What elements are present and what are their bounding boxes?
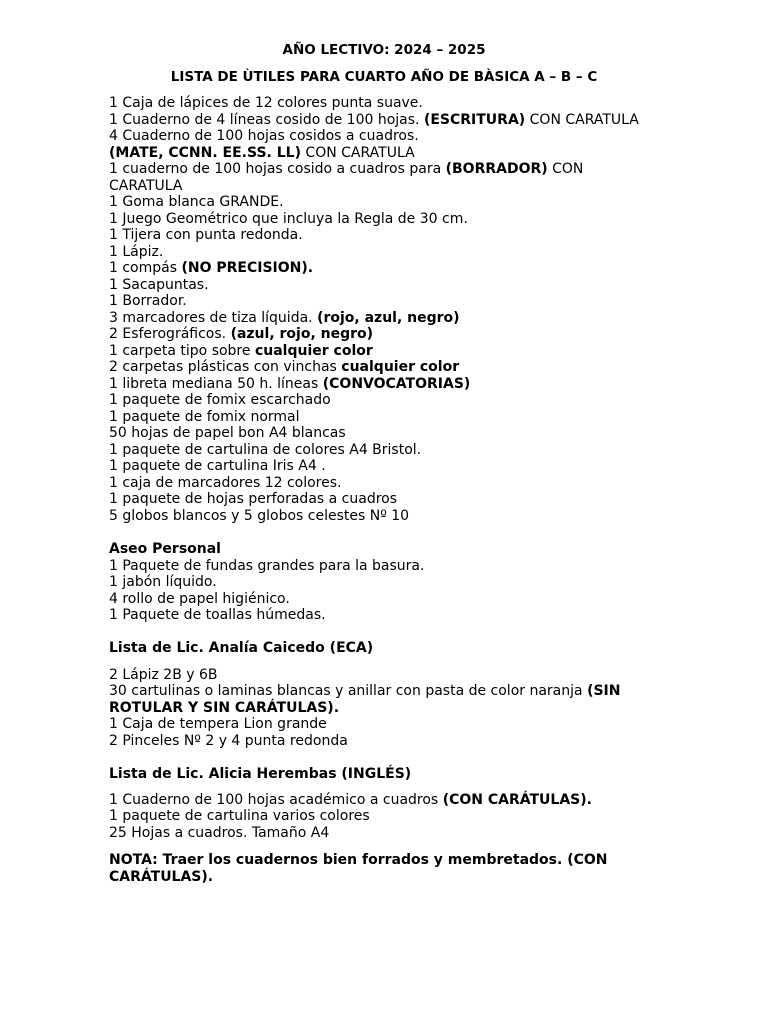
list-item: 5 globos blancos y 5 globos celestes Nº 10 [109,507,410,524]
list-item: 1 paquete de cartulina varios colores [109,808,370,824]
ingles-section [109,766,654,841]
list-item: 1 Sacapuntas. [109,276,209,293]
main-supplies-list [109,95,654,524]
list-item: 4 Cuaderno de 100 hojas cosidos a cuadros. [109,128,419,144]
nota-section [109,852,634,885]
section-heading: Lista de Lic. Alicia Herembas (INGLÉS) [109,766,412,782]
list-item: 1 paquete de fomix normal [109,408,300,425]
note-text: NOTA: Traer los cuadernos bien forrados y membretados. (CON CARÁTULAS). [109,852,608,885]
list-item: 1 Borrador. [109,293,187,309]
list-item: 1 Juego Geométrico que incluya la Regla de 30 cm. [109,210,468,227]
list-item: 1 Cuaderno de 4 líneas cosido de 100 hojas. (ESCRITURA) CON CARATULA [109,111,639,128]
list-item: 1 Goma blanca GRANDE. [109,194,284,210]
list-item: 1 caja de marcadores 12 colores. [109,474,342,491]
list-item: 2 Pinceles Nº 2 y 4 punta redonda [109,732,348,749]
list-item: 1 Caja de tempera Lion grande [109,716,327,732]
list-item: 50 hojas de papel bon A4 blancas [109,425,346,441]
list-item: 1 Tijera con punta redonda. [109,227,303,243]
list-item: 1 Caja de lápices de 12 colores punta suave. [109,95,423,111]
list-item: 2 Lápiz 2B y 6B [109,666,218,683]
school-year-title: AÑO LECTIVO: 2024 – 2025 [282,42,486,58]
list-item: 1 paquete de fomix escarchado [109,392,331,408]
list-item: 25 Hojas a cuadros. Tamaño A4 [109,824,330,841]
list-item: 30 cartulinas o laminas blancas y anillar con pasta de color naranja (SIN ROTULAR Y SIN CARÁTULAS). [109,683,621,716]
list-item: 1 paquete de cartulina de colores A4 Bristol. [109,441,422,458]
aseo-section [109,541,654,624]
list-item: 1 cuaderno de 100 hojas cosido a cuadros para (BORRADOR) CON CARATULA [109,161,584,194]
list-item: 1 paquete de cartulina Iris A4 . [109,458,326,474]
list-item: 1 compás (NO PRECISION). [109,260,314,276]
eca-section [109,640,654,749]
list-item: 1 libreta mediana 50 h. líneas (CONVOCATORIAS) [109,375,471,392]
list-item: 1 Paquete de fundas grandes para la basura. [109,557,425,574]
list-item: 1 Lápiz. [109,243,164,260]
list-item: 3 marcadores de tiza líquida. (rojo, azul, negro) [109,309,460,326]
list-item: 1 jabón líquido. [109,574,217,590]
section-heading: Aseo Personal [109,541,221,557]
list-item: 1 carpeta tipo sobre cualquier color [109,342,373,359]
list-item: 1 Cuaderno de 100 hojas académico a cuadros (CON CARÁTULAS). [109,791,592,808]
list-item: (MATE, CCNN. EE.SS. LL) CON CARATULA [109,144,415,161]
list-item: 1 paquete de hojas perforadas a cuadros [109,491,398,507]
list-subtitle: LISTA DE ÙTILES PARA CUARTO AÑO DE BÀSICA A – B – C [170,69,598,85]
list-item: 1 Paquete de toallas húmedas. [109,607,326,623]
list-item: 2 carpetas plásticas con vinchas cualquier color [109,359,460,375]
section-heading: Lista de Lic. Analía Caicedo (ECA) [109,640,374,656]
list-item: 4 rollo de papel higiénico. [109,590,290,607]
list-item: 2 Esferográficos. (azul, rojo, negro) [109,326,374,342]
